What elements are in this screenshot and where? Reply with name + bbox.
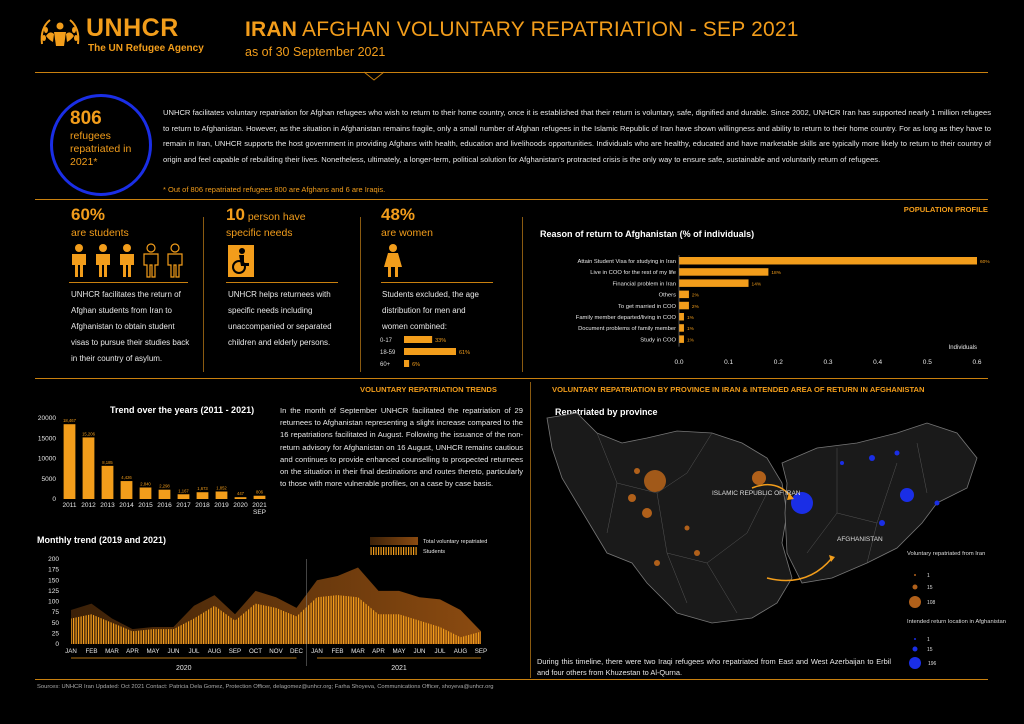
reason-bar [679,279,749,287]
women-text: Students excluded, the age distribution for men and women combined: [382,290,479,331]
trends-vdivider [530,382,531,678]
legend-iran-1: 1 [927,573,930,579]
afg-country-label: AFGHANISTAN [837,536,883,543]
reason-bar [679,302,689,310]
iran-bubble-yazd [685,526,690,531]
specific-needs-divider [226,282,338,283]
reason-category-label: Financial problem in Iran [612,281,676,288]
reason-x-tick: 0.2 [773,359,783,366]
month-y-tick: 100 [48,598,59,606]
legend-iran-15: 15 [927,585,933,591]
map-bottom-text: During this timeline, there were two Iraqi refugees who repatriated from East and West Azerbaijan to Erbil and four others from Khuzestan to Al-Qurna. [537,657,891,677]
trend-paragraph: In the month of September UNHCR facilitated the repatriation of 29 returnees to Afghanistan representing a slight increase compared to the 16 repatriations facilitated in August. Following the issuance of the non-return advisory for Afghanistan on 16 August, UNHCR remains cautious and continues to provide enhanced counselling to prospected returnees on the situation in their final destinations and routes thereto, particularly to those with more vulnerable profiles, on a case by case basis. [280,406,523,489]
reason-bar [679,335,684,343]
year-y-tick: 0 [52,496,56,503]
age-bar-label: 18-59 [380,350,396,356]
reason-x-tick: 0.0 [674,359,684,366]
footnote: * Out of 806 repatriated refugees 800 are Afghans and 6 are Iraqis. [163,185,386,194]
reason-category-label: Attain Student Visa for studying in Iran [577,259,676,265]
reason-category-label: Document problems of family member [578,326,676,333]
footer-divider [35,679,988,680]
page-subtitle: as of 30 September 2021 [245,45,386,59]
reason-bar-value: 1% [686,316,694,321]
year-bar-value: 8,185 [102,459,113,465]
reason-bar-value: 1% [686,338,694,344]
person-icon [96,244,110,277]
afg-bubble-kabul [900,488,914,502]
specific-needs-label: specific needs [226,227,293,239]
population-profile-heading: POPULATION PROFILE [903,205,988,214]
legend-total-label: Total voluntary repatriated [423,539,488,545]
students-pct: 60% [71,205,106,224]
month-x-tick: NOV [269,648,283,655]
specific-needs-suffix: person have [244,211,306,223]
afg-bubble-balkh [869,455,875,461]
afg-bubble-ghazni [879,520,885,526]
month-x-tick: SEP [228,648,242,655]
afg-bubble-nangarhar [935,501,940,506]
iran-bubble-fars [654,560,660,566]
reason-category-label: Family member departed/living in COO [575,315,676,321]
intro-divider [35,199,988,200]
legend-students-swatch [370,547,418,555]
org-tagline: The UN Refugee Agency [88,43,204,54]
year-label-2021: 2021 [391,665,407,672]
org-name: UNHCR [86,14,179,42]
students-divider [69,282,188,283]
reason-bar-value: 2% [691,304,699,310]
women-divider [381,282,493,283]
year-bar [140,487,152,499]
person-icon [144,244,158,277]
sources-line: Sources: UNHCR Iran Updated: Oct 2021 Contact: Patricia Dela Gomez, Protection Officer, delagomez@unhcr.org; Farha Shoyeva, Communications Officer, shoyeva@unhcr.org [37,684,494,690]
legend-afg-title: Intended return location in Afghanistan [907,619,1006,625]
reason-bar [679,257,977,265]
legend-total-swatch [370,537,418,545]
iran-bubble-razavi [752,471,766,485]
profile-divider [35,378,988,379]
iran-bubble-qom [628,494,636,502]
year-bar-value: 806 [256,489,263,495]
reason-category-label: Study in COO [640,337,676,344]
year-x-tick: 2020 [233,502,248,509]
year-x-tick: 2017 [176,502,191,509]
month-y-tick: 200 [48,556,59,563]
year-bar-value: 15,206 [82,431,95,437]
year-bar-value: 1,852 [216,485,227,491]
year-x-tick: 2015 [138,502,153,509]
year-bar-value: 447 [237,491,244,497]
person-icon [120,244,134,277]
reason-x-tick: 0.1 [724,359,734,366]
year-y-tick: 20000 [37,415,56,422]
legend-afg-large [905,655,935,671]
year-bar [235,497,247,499]
legend-afg-196: 196 [928,661,937,667]
month-x-tick: APR [126,648,139,655]
year-bar [121,481,133,499]
month-x-tick: AUG [453,648,468,655]
age-bar [404,336,432,343]
map-title: Repatriated by province [555,407,658,417]
province-map [537,403,1006,653]
year-y-tick: 5000 [41,475,56,483]
month-y-tick: 25 [51,630,59,638]
month-x-tick: MAR [351,648,365,655]
age-bar-label: 60+ [380,362,391,368]
age-bar [404,348,456,355]
month-x-tick: APR [372,648,385,655]
monthly-trend-chart [33,535,523,675]
reason-x-tick: 0.6 [972,359,982,366]
year-x-tick: 2014 [119,502,134,509]
month-y-tick: 150 [48,577,59,585]
year-x-tick: 2016 [157,502,172,509]
year-label-2020: 2020 [175,665,192,672]
year-bar-value: 1,167 [178,488,189,494]
year-x-tick: 2011 [62,502,77,509]
title-country: IRAN [245,18,298,41]
yearly-chart-title: Trend over the years (2011 - 2021) [110,405,255,415]
intro-paragraph: UNHCR facilitates voluntary repatriation for Afghan refugees who wish to return to their home country, once it is established that their return is voluntary, safe, dignified and durable. Since 2002, UNHCR Iran has supported nearly 1 million refugees to return to Afghanistan. However, as the situation in Afghanistan remains fragile, only a small number of Afghan refugees in the Islamic Republic of Iran have shown willingness and ability to return to their home country. For as long as they have to remain in Iran, UNHCR supports the host government in providing Afghans with health, education and livelihoods opportunities. Individuals who are healthy, educated and have marketable skills are typically more likely to return to their country of origin and feel capable of rebuilding their lives. Nonetheless, ultimately, a longer-term, political solution for Afghanistan's protracted crisis is the only way to ensure safe, sustainable and voluntarily return of refugees. [163,108,991,164]
year-bar [254,496,266,499]
reason-x-tick: 0.5 [922,359,932,366]
year-x-tick: SEP [252,509,267,516]
month-y-tick: 50 [51,619,59,627]
reason-bar-value: 14% [751,282,762,288]
iran-map-shape [547,413,792,623]
highlight-text: refugees repatriated in 2021* [70,130,132,168]
legend-students-label: Students [423,549,446,555]
woman-icon [383,243,403,279]
age-distribution-chart [380,334,490,374]
month-y-tick: 0 [55,641,59,648]
month-x-tick: JAN [65,648,77,655]
legend-afg-1: 1 [927,637,930,643]
iran-country-label: ISLAMIC REPUBLIC OF IRAN [712,490,801,497]
title-rest: AFGHAN VOLUNTARY REPATRIATION - SEP 2021 [297,18,799,41]
legend-afg-15: 15 [927,647,933,653]
month-x-tick: FEB [85,648,98,655]
year-bar [216,491,228,499]
month-x-tick: AUG [207,648,222,655]
reason-bar [679,324,684,332]
year-bar-value: 2,840 [140,481,151,487]
month-x-tick: JAN [311,648,323,655]
women-pct: 48% [381,205,416,224]
month-x-tick: MAY [392,648,406,655]
month-y-tick: 175 [48,566,59,574]
header-divider [35,72,988,73]
specific-needs-text: UNHCR helps returnees with specific needs including unaccompanied or separated children and elderly persons. [228,290,332,347]
month-x-tick: SEP [474,648,488,655]
year-y-tick: 10000 [37,455,56,463]
reason-bar-value: 1% [686,327,694,333]
age-bar-label: 0-17 [380,338,393,344]
iran-bubble-kerman [694,550,700,556]
iran-bubble-isfahan [642,508,652,518]
year-x-tick: 2021 [252,502,267,509]
yearly-trend-chart [33,412,273,524]
age-bar [404,360,409,367]
reason-category-label: To get married in COO [618,303,676,310]
year-bar-value: 1,673 [197,486,208,492]
afg-bubble-kunduz [895,451,900,456]
year-bar [159,490,171,499]
reason-bar-value: 18% [771,271,782,277]
students-text: UNHCR facilitates the return of Afghan students from Iran to Afghanistan to obtain student visas to pursue their studies back in their country of asylum. [71,290,190,363]
specific-needs-count: 10 [226,205,245,224]
year-bar [102,466,114,499]
wheelchair-person-icon [228,245,254,277]
month-x-tick: FEB [331,648,344,655]
reason-bar-value: 60% [980,260,990,265]
profile-vdivider-2 [360,217,361,372]
legend-iran-108: 108 [927,600,936,606]
legend-iran-title: Voluntary repatriated from Iran [907,551,986,557]
month-x-tick: OCT [248,648,263,655]
month-x-tick: MAY [146,648,160,655]
year-x-tick: 2013 [100,502,115,509]
reason-category-label: Live in COO for the rest of my life [590,270,676,277]
person-icon [72,244,86,277]
year-bar-value: 4,426 [121,475,132,481]
month-x-tick: DEC [289,648,304,655]
reason-bar [679,268,768,276]
header-pointer [364,72,384,81]
women-label: are women [381,227,433,239]
person-icon [168,244,182,277]
year-x-tick: 2019 [214,502,229,509]
year-bar [83,437,95,499]
profile-vdivider-1 [203,217,204,372]
iran-bubble-tehran [644,470,666,492]
reason-chart-title: Reason of return to Afghanistan (% of individuals) [540,229,755,239]
reason-bar [679,313,684,321]
month-x-tick: JUN [413,648,426,655]
year-bar [64,424,76,499]
reason-bar [679,291,689,299]
year-x-tick: 2018 [195,502,210,509]
students-person-icons [68,243,188,279]
month-x-tick: JUL [188,648,200,655]
students-label: are students [71,227,129,239]
month-y-tick: 75 [51,609,59,617]
age-bar-value: 61% [459,350,471,356]
specific-needs-heading [226,205,306,225]
age-bar-value: 33% [435,338,447,344]
trends-heading: VOLUNTARY REPATRIATION TRENDS [360,385,497,394]
profile-vdivider-3 [522,217,523,372]
province-heading: VOLUNTARY REPATRIATION BY PROVINCE IN IRAN & INTENDED AREA OF RETURN IN AFGHANISTAN [552,385,925,394]
year-bar [178,494,190,499]
month-x-tick: MAR [105,648,119,655]
reason-category-label: Others [658,292,676,299]
reason-of-return-chart [537,250,992,370]
year-bar-value: 2,298 [159,483,170,489]
highlight-number: 806 [70,108,102,129]
iran-bubble-alborz [634,468,640,474]
month-y-tick: 125 [48,587,59,595]
reason-x-tick: 0.3 [823,359,833,366]
year-bar [197,492,209,499]
year-bar-value: 18,467 [63,418,76,424]
reason-x-axis-label: Individuals [948,345,977,351]
page-title [245,18,799,42]
month-x-tick: JUL [434,648,446,655]
unhcr-logo-icon [36,14,84,56]
year-y-tick: 15000 [37,435,56,443]
year-x-tick: 2012 [81,502,96,509]
reason-bar-value: 2% [691,293,699,299]
reason-x-tick: 0.4 [873,359,883,366]
age-bar-value: 6% [412,362,421,368]
month-x-tick: JUN [167,648,180,655]
afg-bubble-faryab [840,461,844,465]
monthly-chart-title: Monthly trend (2019 and 2021) [37,535,167,545]
